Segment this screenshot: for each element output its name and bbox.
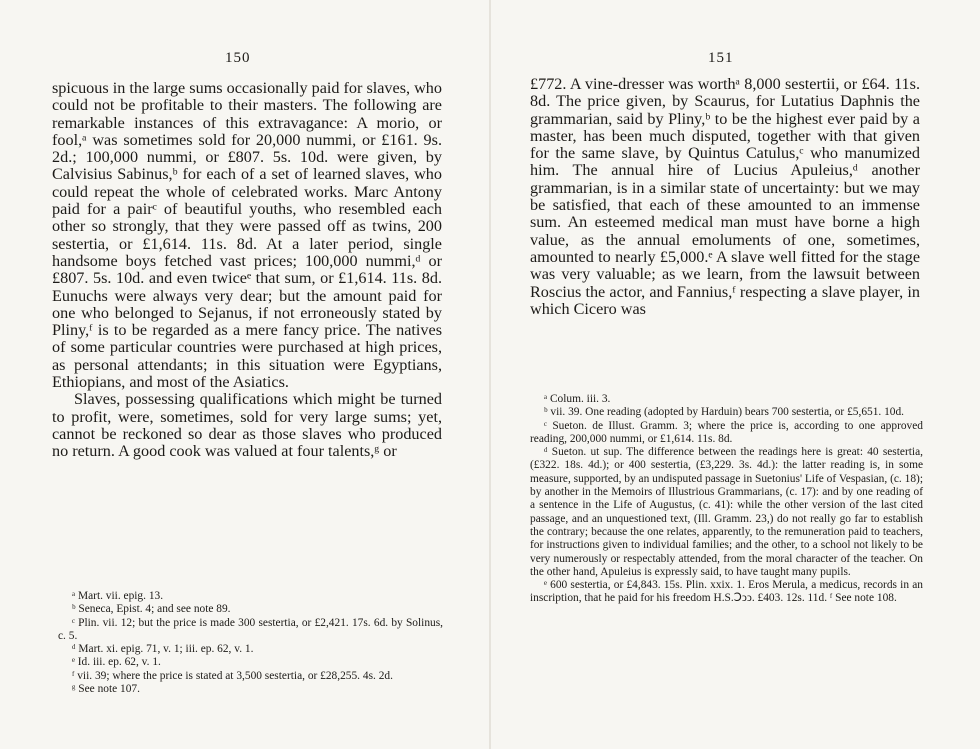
paragraph: Slaves, possessing qualifications which might be turned to profit, were, sometimes, sold for very large sums; yet, cannot be reckoned so dear as those slaves who produced no return. A good cook was valued at four talents,ᵍ or	[52, 390, 442, 461]
footnote: ᵉ 600 sestertia, or £4,843. 15s. Plin. xxix. 1. Eros Merula, a medicus, records in an inscription, that he paid for his freedom H.S.Ↄↄↄ. £403. 12s. 11d. ᶠ See note 108.	[530, 579, 923, 605]
body-text	[52, 80, 442, 461]
footnotes	[530, 393, 923, 606]
footnote: ᵇ Seneca, Epist. 4; and see note 89.	[72, 603, 231, 616]
right-page	[490, 0, 980, 749]
footnote: ᵈ Sueton. ut sup. The difference between the readings here is great: 40 sestertia, (£322. 18s. 4d.); or 400 sestertia, (£3,229. 3s. 4d.): the latter reading is, in some measure, supported, by an undisputed passage in Suetonius' Life of Vespasian, (c. 18); by another in the Memoirs of Illustrious Grammarians, (c. 17): and by one reading of a sentence in the Life of Augustus, (c. 41): while the other version of the last cited passage, and an unquestioned text, (Ill. Gramm. 23,) do not really go far to establish the contrary; because the one relates, apparently, to the remuneration paid to teachers, for instructions given to individual families; and the other, to a school not likely to be very numerously or respectably attended, from the moral character of the teacher. On the other hand, Apuleius is expressly said, to have taught many pupils.	[530, 446, 923, 578]
paragraph: £772. A vine-dresser was worthᵃ 8,000 sestertii, or £64. 11s. 8d. The price given, by Scaurus, for Lutatius Daphnis the grammarian, said by Pliny,ᵇ to be the highest ever paid by a master, has been much disputed, together with that given for the same slave, by Quintus Catulus,ᶜ who manumized him. The annual hire of Lucius Apuleius,ᵈ another grammarian, is in a similar state of uncertainty: but we may be satisfied, that each of these amounted to an immense sum. An esteemed medical man must have borne a high value, as the annual emoluments of one, sometimes, amounted to nearly £5,000.ᵉ A slave well fitted for the stage was very valuable; as we learn, from the lawsuit between Roscius the actor, and Fannius,ᶠ respecting a slave player, in which Cicero was	[530, 75, 920, 318]
footnote: ᵉ Id. iii. ep. 62, v. 1.	[72, 656, 161, 669]
page-number: 150	[225, 50, 251, 66]
footnote: ᵇ vii. 39. One reading (adopted by Harduin) bears 700 sestertia, or £5,651. 10d.	[544, 406, 905, 419]
page-number: 151	[708, 50, 734, 66]
footnote: ᵈ Mart. xi. epig. 71, v. 1; iii. ep. 62, v. 1.	[72, 643, 254, 656]
footnote: ᶜ Sueton. de Illust. Gramm. 3; where the price is, according to one approved reading, 200,000 nummi, or £1,614. 11s. 8d.	[530, 419, 923, 445]
footnote: ᶜ Plin. vii. 12; but the price is made 300 sestertia, or £2,421. 17s. 6d. by Solinus, c. 5.	[58, 616, 443, 642]
body-text	[530, 76, 920, 318]
footnote: ᵍ See note 107.	[72, 683, 140, 696]
footnotes	[58, 590, 443, 696]
paragraph: spicuous in the large sums occasionally paid for slaves, who could not be profitable to their masters. The following are remarkable instances of this extravagance: A morio, or fool,ᵃ was sometimes sold for 20,000 nummi, or £161. 9s. 2d.; 100,000 nummi, or £807. 5s. 10d. were given, by Calvisius Sabinus,ᵇ for each of a set of learned slaves, who could repeat the whole of celebrated works. Marc Antony paid for a pairᶜ of beautiful youths, who resembled each other so strongly, that they were passed off as twins, 200 sestertia, or £1,614. 11s. 8d. At a later period, single handsome boys fetched vast prices; 100,000 nummi,ᵈ or £807. 5s. 10d. and even twiceᵉ that sum, or £1,614. 11s. 8d. Eunuchs were always very dear; but the amount paid for one who belonged to Sejanus, if not erroneously stated by Pliny,ᶠ is to be regarded as a mere fancy price. The natives of some particular countries were purchased at high prices, as personal attendants; in this situation were Egyptians, Ethiopians, and most of the Asiatics.	[52, 79, 442, 392]
footnote: ᵃ Colum. iii. 3.	[544, 393, 611, 405]
footnote: ᵃ Mart. vii. epig. 13.	[72, 590, 164, 602]
footnote: ᶠ vii. 39; where the price is stated at 3,500 sestertia, or £28,255. 4s. 2d.	[72, 669, 393, 682]
